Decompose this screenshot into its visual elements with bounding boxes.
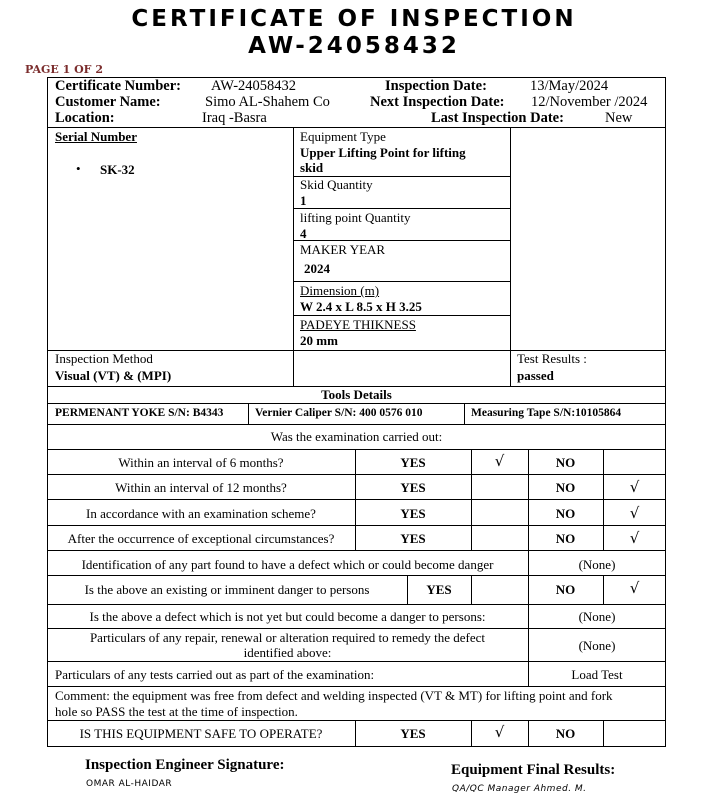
test-results-label: Test Results : [517, 351, 587, 366]
caliper-serial: Vernier Caliper S/N: 400 0576 010 [255, 407, 423, 419]
customer-name-value: Simo AL-Shahem Co [205, 94, 330, 110]
exam-row-label: Within an interval of 12 months? [115, 480, 287, 495]
engineer-name: OMAR AL-HAIDAR [86, 779, 173, 789]
measuring-tape-serial: Measuring Tape S/N:10105864 [471, 407, 622, 419]
safe-no-label: NO [555, 726, 576, 741]
last-inspection-label: Last Inspection Date: [431, 110, 564, 126]
future-danger-label: Is the above a defect which is not yet but could become a danger to persons: [89, 609, 486, 624]
dimension-value: W 2.4 x L 8.5 x H 3.25 [300, 299, 422, 314]
no-check-mark: √ [629, 529, 640, 547]
danger-yes-label: YES [426, 582, 452, 597]
lifting-point-quantity-label: lifting point Quantity [300, 210, 411, 225]
safe-yes-check-mark: √ [494, 723, 505, 741]
yes-label: YES [400, 506, 426, 521]
no-label: NO [555, 506, 576, 521]
inspection-method-value: Visual (VT) & (MPI) [55, 368, 172, 383]
comment-line2: hole so PASS the test at the time of inspection. [55, 704, 298, 719]
serial-number-value: SK-32 [100, 162, 135, 177]
certificate-code: AW-24058432 [248, 33, 460, 59]
maker-year-value: 2024 [304, 261, 330, 276]
no-label: NO [555, 480, 576, 495]
certificate-title: CERTIFICATE OF INSPECTION [131, 6, 577, 32]
inspection-date-label: Inspection Date: [385, 78, 487, 94]
repair-label-line2: identified above: [243, 645, 332, 660]
no-check-mark: √ [629, 478, 640, 496]
serial-bullet: • [76, 161, 81, 176]
yes-label: YES [400, 531, 426, 546]
danger-no-check-mark: √ [629, 579, 640, 597]
location-label: Location: [55, 110, 115, 126]
repair-label-line1: Particulars of any repair, renewal or alteration required to remedy the defect [89, 630, 486, 645]
equipment-type-label: Equipment Type [300, 129, 386, 144]
yes-label: YES [400, 455, 426, 470]
defect-identification-label: Identification of any part found to have a defect which or could become danger [81, 557, 494, 572]
maker-year-label: MAKER YEAR [300, 242, 386, 257]
danger-no-label: NO [555, 582, 576, 597]
padeye-thickness-value: 20 mm [300, 333, 338, 348]
safe-to-operate-question: IS THIS EQUIPMENT SAFE TO OPERATE? [79, 726, 323, 741]
no-check-mark: √ [629, 504, 640, 522]
examination-question: Was the examination carried out: [270, 429, 443, 444]
yes-label: YES [400, 480, 426, 495]
inspection-date-value: 13/May/2024 [530, 78, 609, 94]
lifting-point-quantity-value: 4 [300, 226, 307, 241]
padeye-thickness-label: PADEYE THIKNESS [300, 317, 416, 332]
location-value: Iraq -Basra [202, 110, 267, 126]
skid-quantity-label: Skid Quantity [300, 177, 373, 192]
final-results-label: Equipment Final Results: [451, 762, 616, 778]
tests-value: Load Test [571, 667, 623, 682]
certificate-number-label: Certificate Number: [55, 78, 182, 94]
exam-row-label: After the occurrence of exceptional circumstances? [67, 531, 335, 546]
future-danger-value: (None) [578, 609, 616, 624]
equipment-type-line1: Upper Lifting Point for lifting [300, 145, 466, 160]
dimension-label: Dimension (m) [300, 283, 380, 298]
safe-yes-label: YES [400, 726, 426, 741]
equipment-type-line2: skid [300, 160, 324, 175]
tests-label: Particulars of any tests carried out as part of the examination: [55, 667, 375, 682]
last-inspection-value: New [605, 110, 633, 126]
test-results-value: passed [517, 368, 554, 383]
next-inspection-value: 12/November /2024 [531, 94, 648, 110]
qa-manager-name: QA/QC Manager Ahmed. M. [452, 784, 587, 794]
defect-identification-value: (None) [578, 557, 616, 572]
exam-row-label: Within an interval of 6 months? [118, 455, 284, 470]
repair-value: (None) [578, 638, 616, 653]
inspection-method-label: Inspection Method [55, 351, 153, 366]
tools-details-title: Tools Details [321, 387, 392, 402]
skid-quantity-value: 1 [300, 193, 307, 208]
certificate-number-value: AW-24058432 [211, 78, 297, 94]
next-inspection-label: Next Inspection Date: [370, 94, 505, 110]
serial-number-label: Serial Number [55, 129, 137, 144]
yoke-serial: PERMENANT YOKE S/N: B4343 [55, 407, 224, 419]
page-indicator: PAGE 1 OF 2 [25, 63, 103, 76]
engineer-signature-label: Inspection Engineer Signature: [85, 757, 285, 773]
comment-line1: Comment: the equipment was free from defect and welding inspected (VT & MT) for lifting point and fork [55, 688, 613, 703]
no-label: NO [555, 531, 576, 546]
no-label: NO [555, 455, 576, 470]
exam-row-label: In accordance with an examination scheme? [86, 506, 316, 521]
danger-question: Is the above an existing or imminent danger to persons [84, 582, 370, 597]
customer-name-label: Customer Name: [55, 94, 161, 110]
yes-check-mark: √ [494, 452, 505, 470]
